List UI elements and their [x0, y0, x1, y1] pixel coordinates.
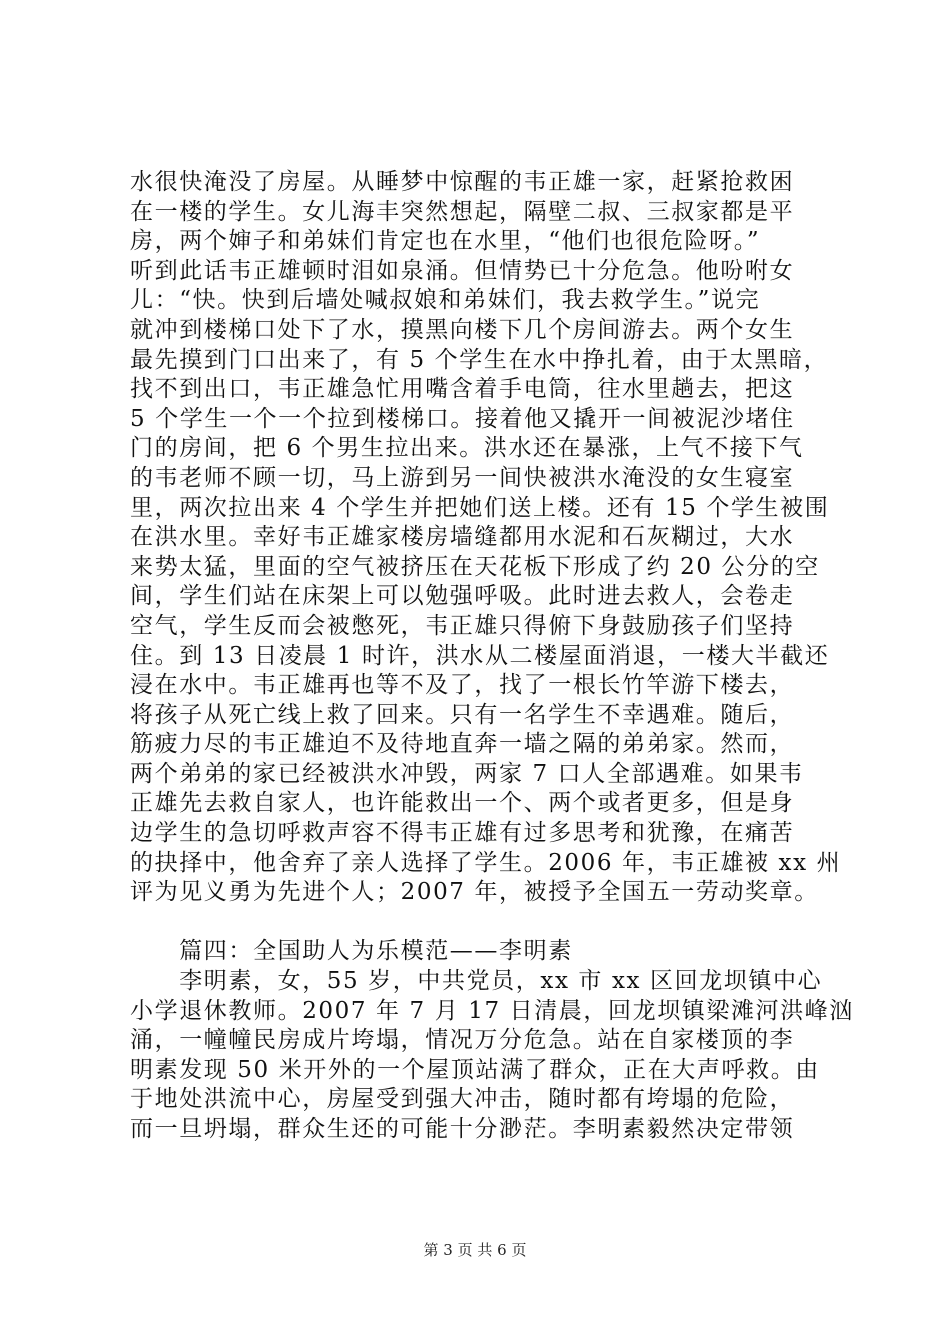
- page-number: 第 3 页 共 6 页: [423, 1241, 527, 1259]
- text-line: 最先摸到门口出来了，有 5 个学生在水中挣扎着，由于太黑暗，: [130, 346, 829, 373]
- text-line: 水很快淹没了房屋。从睡梦中惊醒的韦正雄一家，赶紧抢救困: [130, 169, 795, 195]
- text-line: 筋疲力尽的韦正雄迫不及待地直奔一墙之隔的弟弟家。然而，: [130, 731, 795, 758]
- section-heading: 篇四：全国助人为乐模范——李明素: [130, 938, 573, 965]
- text-line: 门的房间，把 6 个男生拉出来。洪水还在暴涨，上气不接下气: [130, 435, 804, 462]
- text-line: 而一旦坍塌，群众生还的可能十分渺茫。李明素毅然决定带领: [130, 1116, 795, 1142]
- text-line: 就冲到楼梯口处下了水，摸黑向楼下几个房间游去。两个女生: [130, 316, 795, 343]
- text-line: 两个弟弟的家已经被洪水冲毁，两家 7 口人全部遇难。如果韦: [130, 760, 804, 787]
- document-body: [130, 168, 854, 1145]
- text-line: 李明素，女，55 岁，中共党员，xx 市 xx 区回龙坝镇中心: [130, 968, 823, 995]
- text-line: 正雄先去救自家人，也许能救出一个、两个或者更多，但是身: [130, 790, 795, 817]
- text-line: 小学退休教师。2007 年 7 月 17 日清晨，回龙坝镇梁滩河洪峰汹: [130, 997, 854, 1024]
- text-line: 将孩子从死亡线上救了回来。只有一名学生不幸遇难。随后，: [130, 701, 795, 728]
- paragraph-li-mingsu: [130, 967, 854, 1145]
- text-line: 涌，一幢幢民房成片垮塌，情况万分危急。站在自家楼顶的李: [130, 1027, 795, 1054]
- text-line: 评为见义勇为先进个人；2007 年，被授予全国五一劳动奖章。: [130, 879, 819, 906]
- text-line: 的韦老师不顾一切，马上游到另一间快被洪水淹没的女生寝室: [130, 464, 795, 491]
- text-line: 在一楼的学生。女儿海丰突然想起，隔壁二叔、三叔家都是平: [130, 198, 795, 225]
- text-line: 里，两次拉出来 4 个学生并把她们送上楼。还有 15 个学生被围: [130, 494, 830, 521]
- text-line: 来势太猛，里面的空气被挤压在天花板下形成了约 20 公分的空: [130, 553, 820, 580]
- paragraph-spacer: [130, 908, 830, 938]
- text-line: 住。到 13 日凌晨 1 时许，洪水从二楼屋面消退，一楼大半截还: [130, 642, 830, 669]
- text-line: 明素发现 50 米开外的一个屋顶站满了群众，正在大声呼救。由: [130, 1056, 820, 1083]
- page-footer: [0, 1240, 950, 1260]
- text-line: 于地处洪流中心，房屋受到强大冲击，随时都有垮塌的危险，: [130, 1086, 795, 1113]
- text-line: 空气，学生反而会被憋死，韦正雄只得俯下身鼓励孩子们坚持: [130, 612, 795, 639]
- text-line: 边学生的急切呼救声容不得韦正雄有过多思考和犹豫，在痛苦: [130, 820, 795, 847]
- text-line: 房，两个婶子和弟妹们肯定也在水里，“他们也很危险呀。”: [130, 228, 761, 255]
- text-line: 在洪水里。幸好韦正雄家楼房墙缝都用水泥和石灰糊过，大水: [130, 524, 795, 551]
- text-line: 浸在水中。韦正雄再也等不及了，找了一根长竹竿游下楼去，: [130, 672, 795, 699]
- text-line: 听到此话韦正雄顿时泪如泉涌。但情势已十分危急。他吩咐女: [130, 257, 795, 284]
- text-line: 5 个学生一个一个拉到楼梯口。接着他又撬开一间被泥沙堵住: [130, 405, 795, 432]
- text-line: 儿：“快。快到后墙处喊叔娘和弟妹们，我去救学生。”说完: [130, 287, 761, 314]
- text-line: 找不到出口，韦正雄急忙用嘴含着手电筒，往水里趟去，把这: [130, 376, 795, 403]
- text-line: 间，学生们站在床架上可以勉强呼吸。此时进去救人，会卷走: [130, 583, 795, 610]
- text-line: 的抉择中，他舍弃了亲人选择了学生。2006 年，韦正雄被 xx 州: [130, 849, 842, 876]
- paragraph-rescue-story: [130, 168, 842, 908]
